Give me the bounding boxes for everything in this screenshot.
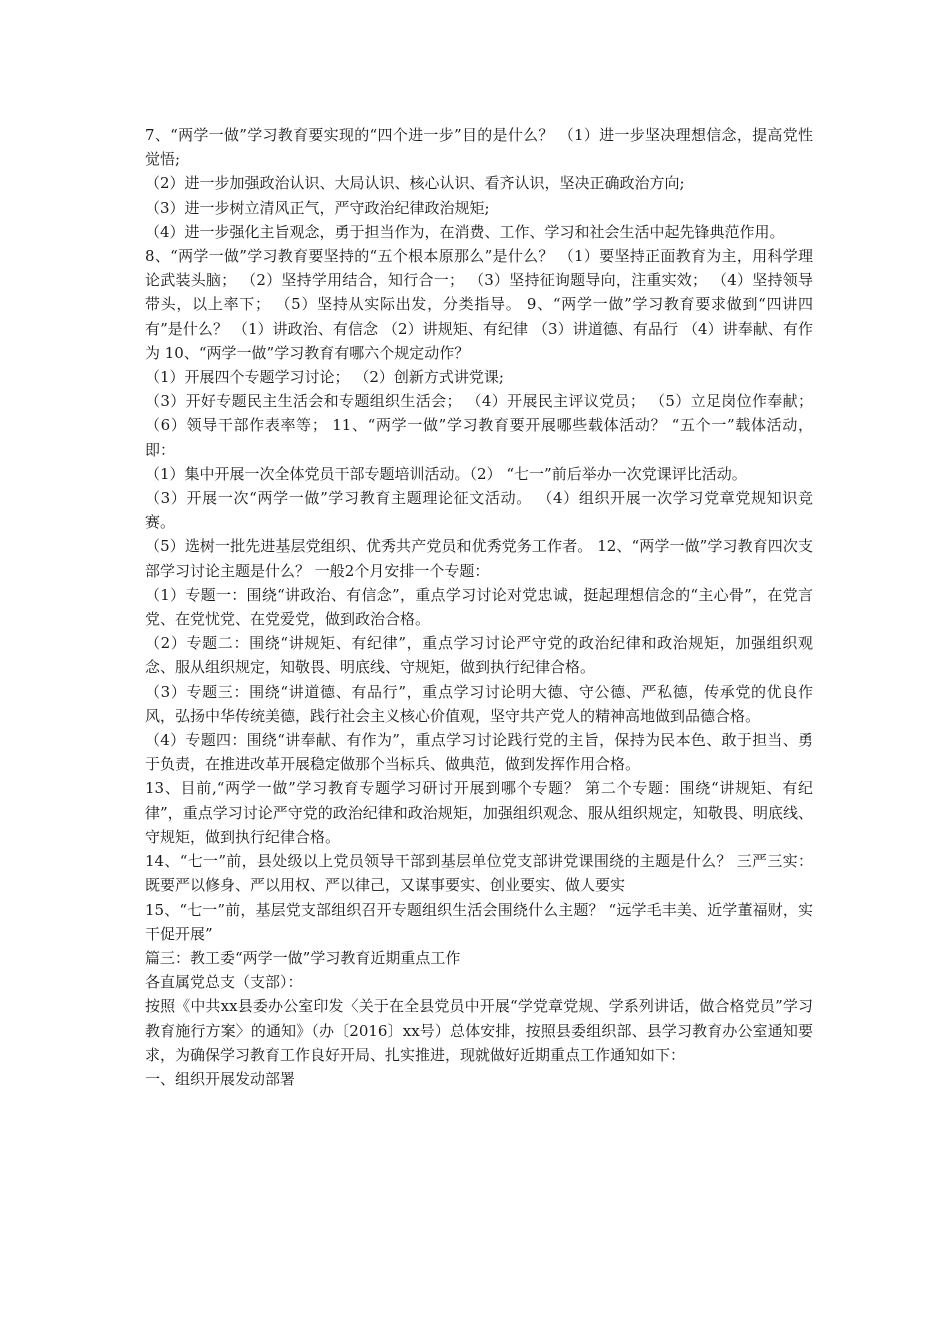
paragraph-salutation: 各直属党总支（支部）： [145, 973, 303, 992]
paragraph-topic-3: （3）专题三：围绕“讲道德、有品行”，重点学习讨论明大德、守公德、严私德，传承党的优良作风，弘扬中华传统美德，践行社会主义核心价值观，坚守共产党人的精神高地做到品德合格。 [145, 682, 813, 725]
paragraph-q13: 13、目前,“两学一做”学习教育专题学习研讨开展到哪个专题？ 第二个专题：围绕“讲规矩、有纪律”，重点学习讨论严守党的政治纪律和政治规矩，加强组织观念、服从组织规定，知敬畏、明底线、守规矩，做到执行纪律合格。 [145, 779, 813, 846]
paragraph-topic-2: （2）专题二：围绕“讲规矩、有纪律”，重点学习讨论严守党的政治纪律和政治规矩，加强组织观念、服从组织规定，知敬畏、明底线、守规矩，做到执行纪律合格。 [145, 634, 813, 677]
paragraph-q14: 14、“七一”前，县处级以上党员领导干部到基层单位党支部讲党课围绕的主题是什么？ 三严三实：既要严以修身、严以用权、严以律己，又谋事要实、创业要实、做人要实 [145, 852, 813, 895]
paragraph-topic-4: （4）专题四：围绕“讲奉献、有作为”，重点学习讨论践行党的主旨，保持为民本色、敢于担当、勇于负责，在推进改革开展稳定做那个当标兵、做典范，做到发挥作用合格。 [145, 731, 813, 774]
paragraph-q15: 15、“七一”前，基层党支部组织召开专题组织生活会围绕什么主题？ “远学毛丰美、近学董福财，实干促开展” [145, 900, 813, 943]
paragraph-q11-items-1-2: （1）集中开展一次全体党员干部专题培训活动。（2） “七一”前后举办一次党课评比活动。 [145, 464, 747, 483]
paragraph-subheading-1: 一、组织开展发动部署 [145, 1069, 296, 1088]
paragraph-q10-items-3-6-q11: （3）开好专题民主生活会和专题组织生活会； （4）开展民主评议党员； （5）立足岗位作奉献； （6）领导干部作表率等； 11、“两学一做”学习教育要开展哪些载体活动？ “五个一”载体活动，即： [145, 392, 813, 459]
paragraph-q10-items-1-2: （1）开展四个专题学习讨论； （2）创新方式讲党课; [145, 368, 504, 387]
section-heading: 篇三：教工委“两学一做”学习教育近期重点工作 [145, 948, 461, 967]
document-body [145, 123, 813, 1091]
paragraph-q8-q10: 8、“两学一做”学习教育要坚持的“五个根本原那么”是什么？ （1）要坚持正面教育为主，用科学理论武装头脑； （2）坚持学用结合，知行合一； （3）坚持征询题导向，注重实效； （4）坚持领导带头，以上率下； （5）坚持从实际出发，分类指导。 9、“两学一做”学习教育要求做到“四讲四有”是什么？ （1）讲政治、有信念 （2）讲规矩、有纪律 （3）讲道德、有品行 （4）讲奉献、有作为 10、“两学一做”学习教育有哪六个规定动作？ [145, 247, 813, 362]
paragraph-q11-item5-q12: （5）选树一批先进基层党组织、优秀共产党员和优秀党务工作者。 12、“两学一做”学习教育四次支部学习讨论主题是什么？ 一般2个月安排一个专题： [145, 537, 813, 580]
paragraph-q7-item3: （3）进一步树立清风正气，严守政治纪律政治规矩; [145, 198, 490, 217]
paragraph-q11-items-3-4: （3）开展一次“两学一做”学习教育主题理论征文活动。 （4）组织开展一次学习党章党规知识竞赛。 [145, 489, 813, 532]
paragraph-q7: 7、“两学一做”学习教育要实现的“四个进一步”目的是什么？ （1）进一步坚决理想信念，提高党性觉悟; [145, 126, 813, 169]
paragraph-notice-body: 按照《中共xx县委办公室印发〈关于在全县党员中开展“学党章党规、学系列讲话，做合格党员”学习教育施行方案〉的通知》（办〔2016〕xx号）总体安排，按照县委组织部、县学习教育办公室通知要求，为确保学习教育工作良好开局、扎实推进，现就做好近期重点工作通知如下： [145, 997, 813, 1064]
paragraph-q7-item4: （4）进一步强化主旨观念，勇于担当作为，在消费、工作、学习和社会生活中起先锋典范作用。 [145, 222, 785, 241]
paragraph-q7-item2: （2）进一步加强政治认识、大局认识、核心认识、看齐认识，坚决正确政治方向; [145, 174, 685, 193]
paragraph-topic-1: （1）专题一：围绕“讲政治、有信念”，重点学习讨论对党忠诚，挺起理想信念的“主心骨”，在党言党、在党忧党、在党爱党，做到政治合格。 [145, 585, 813, 629]
